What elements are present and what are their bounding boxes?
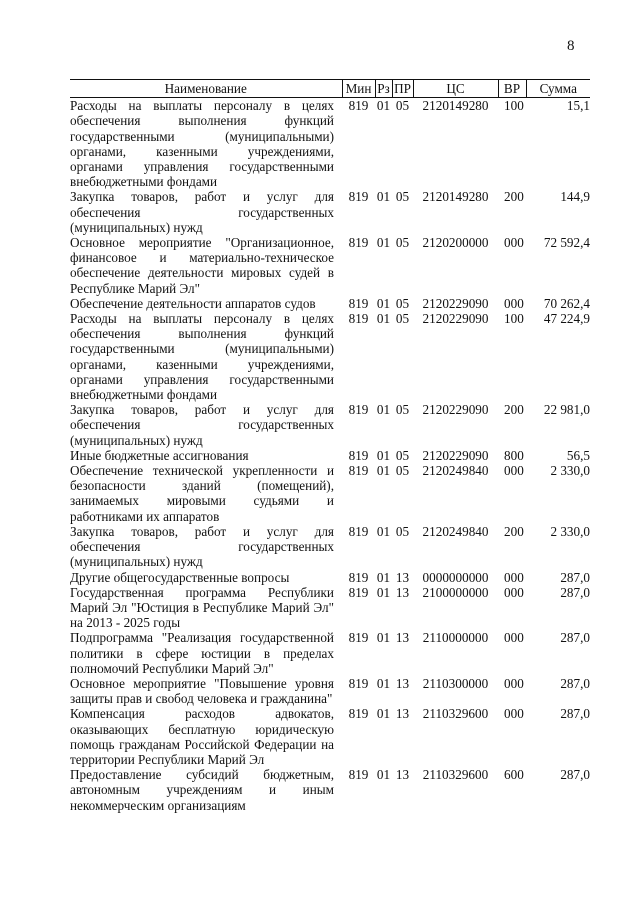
cell-cs: 2100000000 xyxy=(422,584,489,600)
cell-cs: 2120229090 xyxy=(422,402,489,418)
cell-cs: 0000000000 xyxy=(422,569,489,585)
cell-name: Обеспечение деятельности аппаратов судов xyxy=(70,295,316,311)
table-row xyxy=(70,463,590,524)
cell-pr: 13 xyxy=(395,584,410,600)
cell-sum: 144,9 xyxy=(560,189,590,205)
cell-cs: 2110329600 xyxy=(422,767,489,783)
cell-sum: 47 224,9 xyxy=(543,311,590,327)
header-name: Наименование xyxy=(70,80,342,98)
cell-rz: 01 xyxy=(376,706,391,722)
table-row xyxy=(70,296,590,311)
cell-min: 819 xyxy=(348,706,369,722)
cell-cs: 2110329600 xyxy=(422,706,489,722)
cell-cs: 2120249840 xyxy=(422,463,489,479)
cell-min: 819 xyxy=(348,767,369,783)
table-row xyxy=(70,570,590,585)
table-row xyxy=(70,706,590,767)
cell-pr: 05 xyxy=(395,295,410,311)
cell-name: Компенсация расходов адвокатов, оказывающих бесплатную юридическую помощь гражданам Российской Федерации на территории Республики Марий Эл xyxy=(70,706,334,767)
cell-cs: 2120249840 xyxy=(422,523,489,539)
cell-sum: 287,0 xyxy=(560,630,590,646)
cell-sum: 287,0 xyxy=(560,584,590,600)
cell-sum: 287,0 xyxy=(560,706,590,722)
table-row xyxy=(70,630,590,676)
cell-name: Основное мероприятие "Повышение уровня защиты прав и свобод человека и гражданина" xyxy=(70,675,334,707)
cell-sum: 287,0 xyxy=(560,767,590,783)
cell-cs: 2110000000 xyxy=(422,630,489,646)
cell-name: Иные бюджетные ассигнования xyxy=(70,447,249,463)
cell-cs: 2120149280 xyxy=(422,98,489,114)
cell-vr: 100 xyxy=(504,311,524,327)
table-row xyxy=(70,235,590,296)
cell-pr: 13 xyxy=(395,706,410,722)
cell-rz: 01 xyxy=(376,402,391,418)
cell-rz: 01 xyxy=(376,675,391,691)
cell-vr: 000 xyxy=(504,295,524,311)
table-row xyxy=(70,402,590,448)
cell-rz: 01 xyxy=(376,463,391,479)
cell-name: Расходы на выплаты персоналу в целях обеспечения выполнения функций государственными (муниципальными) органами, казенными учреждениями, органами управления государственными внебюджетными фондами xyxy=(70,98,334,190)
cell-min: 819 xyxy=(348,295,369,311)
cell-min: 819 xyxy=(348,630,369,646)
cell-rz: 01 xyxy=(376,767,391,783)
cell-vr: 800 xyxy=(504,447,524,463)
table-row xyxy=(70,676,590,706)
cell-min: 819 xyxy=(348,584,369,600)
cell-pr: 05 xyxy=(395,98,410,114)
table-row xyxy=(70,585,590,631)
cell-min: 819 xyxy=(348,523,369,539)
cell-cs: 2120229090 xyxy=(422,447,489,463)
table-row xyxy=(70,767,590,813)
cell-name: Обеспечение технической укрепленности и безопасности зданий (помещений), занимаемых мировыми судьями и работниками их аппаратов xyxy=(70,463,334,524)
cell-rz: 01 xyxy=(376,523,391,539)
cell-vr: 000 xyxy=(504,235,524,251)
header-vr: ВР xyxy=(498,80,526,98)
cell-rz: 01 xyxy=(376,98,391,114)
cell-name: Закупка товаров, работ и услуг для обеспечения государственных (муниципальных) нужд xyxy=(70,189,334,235)
cell-rz: 01 xyxy=(376,295,391,311)
cell-rz: 01 xyxy=(376,189,391,205)
cell-vr: 000 xyxy=(504,584,524,600)
header-cs: ЦС xyxy=(413,80,498,98)
cell-pr: 13 xyxy=(395,630,410,646)
cell-sum: 70 262,4 xyxy=(543,295,590,311)
header-rz: Рз xyxy=(375,80,392,98)
cell-pr: 13 xyxy=(395,569,410,585)
cell-name: Закупка товаров, работ и услуг для обеспечения государственных (муниципальных) нужд xyxy=(70,402,334,448)
cell-vr: 000 xyxy=(504,463,524,479)
cell-vr: 200 xyxy=(504,523,524,539)
table-row xyxy=(70,448,590,463)
cell-min: 819 xyxy=(348,311,369,327)
cell-rz: 01 xyxy=(376,235,391,251)
cell-min: 819 xyxy=(348,569,369,585)
table-body xyxy=(70,98,590,813)
cell-pr: 05 xyxy=(395,235,410,251)
cell-cs: 2120229090 xyxy=(422,311,489,327)
cell-sum: 72 592,4 xyxy=(543,235,590,251)
cell-cs: 2120229090 xyxy=(422,295,489,311)
cell-sum: 2 330,0 xyxy=(550,463,590,479)
cell-cs: 2120149280 xyxy=(422,189,489,205)
cell-sum: 15,1 xyxy=(566,98,590,114)
cell-min: 819 xyxy=(348,98,369,114)
cell-min: 819 xyxy=(348,235,369,251)
cell-pr: 05 xyxy=(395,523,410,539)
cell-rz: 01 xyxy=(376,447,391,463)
cell-vr: 600 xyxy=(504,767,524,783)
cell-name: Расходы на выплаты персоналу в целях обеспечения выполнения функций государственными (муниципальными) органами, казенными учреждениями, органами управления государственными внебюджетными фондами xyxy=(70,311,334,403)
cell-pr: 05 xyxy=(395,463,410,479)
cell-rz: 01 xyxy=(376,311,391,327)
cell-vr: 100 xyxy=(504,98,524,114)
cell-vr: 000 xyxy=(504,675,524,691)
cell-rz: 01 xyxy=(376,584,391,600)
cell-cs: 2110300000 xyxy=(422,675,489,691)
header-pr: ПР xyxy=(392,80,413,98)
cell-sum: 287,0 xyxy=(560,675,590,691)
cell-pr: 13 xyxy=(395,675,410,691)
page-number: 8 xyxy=(567,38,575,54)
table-row xyxy=(70,311,590,402)
cell-sum: 56,5 xyxy=(566,447,590,463)
cell-sum: 22 981,0 xyxy=(543,402,590,418)
cell-vr: 200 xyxy=(504,402,524,418)
table-row xyxy=(70,189,590,235)
cell-pr: 13 xyxy=(395,767,410,783)
header-sum: Сумма xyxy=(526,80,590,98)
table-header-row xyxy=(70,80,590,98)
cell-min: 819 xyxy=(348,402,369,418)
table-row xyxy=(70,524,590,570)
cell-vr: 000 xyxy=(504,630,524,646)
cell-name: Государственная программа Республики Марий Эл "Юстиция в Республике Марий Эл" на 2013 - 2025 годы xyxy=(70,584,334,631)
cell-pr: 05 xyxy=(395,402,410,418)
cell-sum: 2 330,0 xyxy=(550,523,590,539)
cell-vr: 000 xyxy=(504,706,524,722)
cell-name: Другие общегосударственные вопросы xyxy=(70,569,290,585)
cell-cs: 2120200000 xyxy=(422,235,489,251)
cell-min: 819 xyxy=(348,189,369,205)
cell-vr: 200 xyxy=(504,189,524,205)
cell-min: 819 xyxy=(348,675,369,691)
cell-pr: 05 xyxy=(395,311,410,327)
cell-min: 819 xyxy=(348,447,369,463)
cell-pr: 05 xyxy=(395,447,410,463)
budget-table xyxy=(70,79,590,813)
cell-name: Закупка товаров, работ и услуг для обеспечения государственных (муниципальных) нужд xyxy=(70,523,334,570)
table-row xyxy=(70,98,590,190)
cell-pr: 05 xyxy=(395,189,410,205)
cell-name: Основное мероприятие "Организационное, финансовое и материально-техническое обеспечение деятельности мировых судей в Республике Марий Эл" xyxy=(70,235,334,296)
cell-rz: 01 xyxy=(376,569,391,585)
cell-name: Предоставление субсидий бюджетным, автономным учреждениям и иным некоммерческим организациям xyxy=(70,767,334,813)
cell-name: Подпрограмма "Реализация государственной политики в сфере юстиции в пределах полномочий Республики Марий Эл" xyxy=(70,630,334,676)
cell-sum: 287,0 xyxy=(560,569,590,585)
header-min: Мин xyxy=(342,80,375,98)
cell-min: 819 xyxy=(348,463,369,479)
cell-rz: 01 xyxy=(376,630,391,646)
cell-vr: 000 xyxy=(504,569,524,585)
